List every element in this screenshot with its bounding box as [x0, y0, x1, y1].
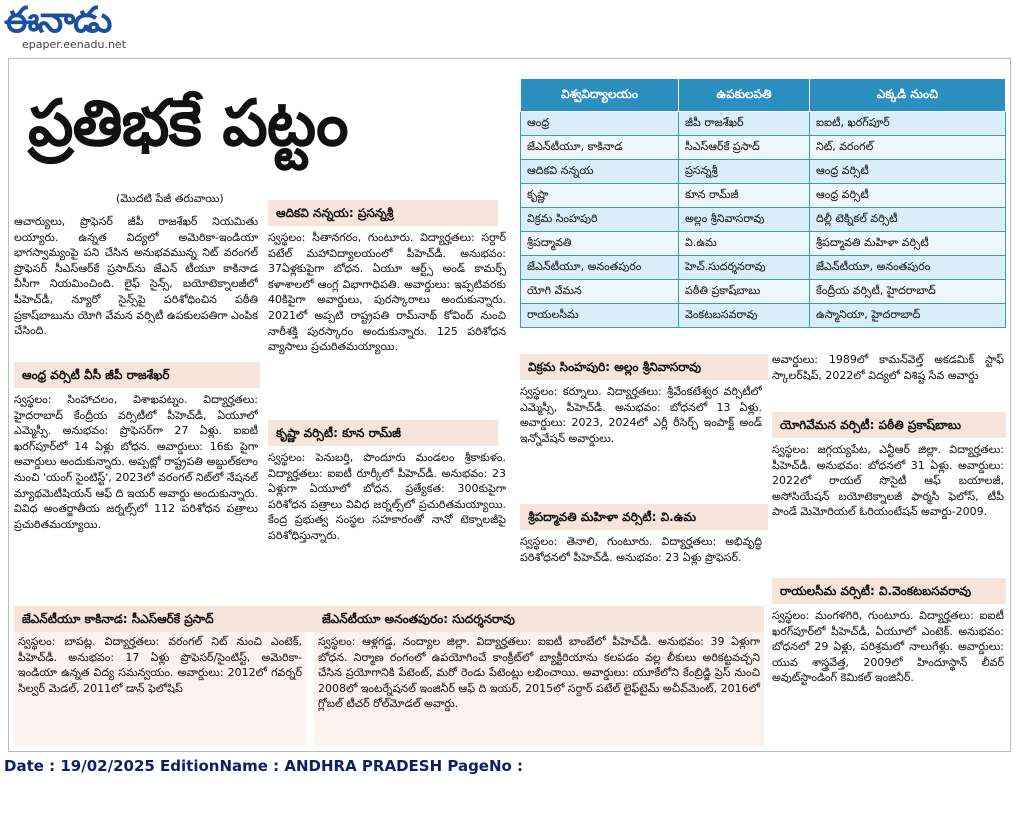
- section-krishna-text: స్వస్థలం: పెనుబర్తి, పొందూరు మండలం శ్రీకాకుళం. విద్యార్హతలు: ఐఐటీ రూర్కీలో పీహెచ్‌డీ. అనుభవం: 23 ఏళ్లుగా ఏయూలో బోధన. ప్రత్యేకత: 300కుపైగా పరిశోధన పత్రాలు వివిధ జర్నల్స్‌లో ప్రచురితమయ్యాయి. కేంద్ర ప్రభుత్వ సంస్థల సహకారంతో నానో టెక్నాలజీపై పరిశోధిస్తున్నారు.: [268, 451, 506, 542]
- table-cell: ప్రసన్నశ్రీ: [679, 160, 810, 184]
- table-cell: శ్రీపద్మావతి: [521, 232, 679, 256]
- table-cell: ఆదికవి నన్నయ: [521, 160, 679, 184]
- vc-header-university: విశ్వవిద్యాలయం: [521, 79, 679, 112]
- table-cell: జేఎన్‌టీయూ, కాకినాడ: [521, 136, 679, 160]
- section-right-top-text: అవార్డులు: 1989లో కామన్‌వెల్త్ అకడమిక్ స్టాఫ్ స్కాలర్‌షిప్, 2022లో విద్యలో విశిష్ట సేవ అవార్డు: [772, 353, 1004, 382]
- table-row: [521, 160, 1006, 184]
- section-title-krishna: కృష్ణా వర్సిటీ: కూన రామ్‌జీ: [268, 420, 498, 446]
- table-row: [521, 136, 1006, 160]
- epaper-url: epaper.eenadu.net: [22, 38, 127, 51]
- table-row: [521, 304, 1006, 328]
- section-nannaya-text: స్వస్థలం: సీతానగరం, గుంటూరు. విద్యార్హతలు: సర్దార్ పటేల్ మహావిద్యాలయంలో పీహెచ్‌డీ. అనుభవం: 37ఏళ్లకుపైగా బోధన. ఏయూ ఆర్ట్స్ అండ్ కామర్స్ కళాశాలలో ఆంగ్ల విభాగాధిపతి. అవార్డులు: ఇప్పటివరకు 40కిపైగా అవార్డులు, పురస్కారాలు అందుకున్నారు. 2021లో అప్పటి రాష్ట్రపతి రామ్‌నాథ్ కోవింద్ నుంచి నారీశక్తి పురస్కారం అందుకున్నారు. 125 పరిశోధన వ్యాసాలు ప్రచురితమయ్యాయి.: [268, 231, 506, 354]
- section-andhra-text: స్వస్థలం: సింహాచలం, విశాఖపట్నం. విద్యార్హతలు: హైదరాబాద్ కేంద్రీయ వర్సిటీలో పీహెచ్‌డీ, ఏయూలో ఎమ్మెస్సీ. అనుభవం: ప్రొఫెసర్‌గా 27 ఏళ్లు. ఐఐటీ ఖరగ్‌పూర్‌లో 14 ఏళ్లు బోధన. అవార్డులు: 16కు పైగా అవార్డులు అందుకున్నారు. అప్పట్లో రాష్ట్రపతి అబ్దుల్‌కలాం నుంచి 'యంగ్ సైంటిస్ట్', 2023లో వరంగల్ నిట్‌లో నేషనల్ మ్యాథమెటీషియన్ ఆఫ్ ది ఇయర్ అవార్డు అందుకున్నారు. వివిధ అంతర్జాతీయ జర్నల్స్‌లో 112 పరిశోధన పత్రాలు ప్రచురితమయ్యాయి.: [14, 393, 258, 531]
- table-row: [521, 232, 1006, 256]
- vc-table: [520, 78, 1006, 328]
- table-cell: జేఎన్‌టీయూ, అనంతపురం: [810, 256, 1006, 280]
- table-cell: కేంద్రీయ వర్సిటీ, హైదరాబాద్: [810, 280, 1006, 304]
- section-title-yogivemana: యోగివేమన వర్సిటీ: పఠీతి ప్రకాష్‌బాబు: [772, 412, 1006, 438]
- section-vikrama: [520, 384, 762, 496]
- section-kakinada: [14, 632, 306, 746]
- table-cell: జీపీ రాజశేఖర్: [679, 112, 810, 136]
- table-cell: దిల్లీ టెక్నికల్ వర్సిటీ: [810, 208, 1006, 232]
- table-cell: వెంకటబసవరావు: [679, 304, 810, 328]
- table-cell: ఉస్మానియా, హైదరాబాద్: [810, 304, 1006, 328]
- table-row: [521, 208, 1006, 232]
- table-cell: హెచ్.సుదర్శనరావు: [679, 256, 810, 280]
- table-cell: ఆంధ్ర వర్సిటీ: [810, 160, 1006, 184]
- section-title-padmavathi: శ్రీపద్మావతి మహిళా వర్సిటీ: వి.ఉమ: [520, 504, 768, 530]
- headline: ప్రతిభకే పట్టం: [28, 87, 348, 161]
- table-cell: శ్రీపద్మావతి మహిళా వర్సిటీ: [810, 232, 1006, 256]
- table-cell: విక్రమ సింహపురి: [521, 208, 679, 232]
- section-title-nannaya: ఆదికవి నన్నయ: ప్రసన్నశ్రీ: [268, 200, 498, 226]
- table-row: [521, 280, 1006, 304]
- section-yogivemana-text: స్వస్థలం: జగ్గయ్యపేట, ఎన్టీఆర్ జిల్లా. విద్యార్హతలు: పీహెచ్‌డీ. అనుభవం: బోధనలో 31 ఏళ్లు. అవార్డులు: 2022లో రాయల్ సొసైటీ ఆఫ్ బయాలజీ, అసోసియేషన్ బయోటెక్నాలజీ ఫార్మసీ ఫెలోస్, టీపీ పాండే మెమోరియల్ ఓరియంటేషన్ అవార్డు-2009.: [772, 443, 1004, 519]
- table-cell: పఠీతి ప్రకాష్‌బాబు: [679, 280, 810, 304]
- intro-text: ఆచార్యులు, ప్రొఫెసర్ జీపీ రాజశేఖర్ నియమితు లయ్యారు. ఉన్నత విద్యలో అమెరికా-ఇండియా భాగస్వామ్యంపై పని చేసిన అనుభవమున్న నిట్ వరంగల్ ప్రొఫెసర్ సీఎస్ఆర్‌కే ప్రసాద్‌ను జేఎన్ టీయూ కాకినాడ వీసీగా నియమించింది. లైఫ్ సైన్స్, బయోటెక్నాలజీలో పీహెచ్‌డీ, న్యూరో సైన్స్‌పై పరిశోధించిన పఠీతి ప్రకాష్‌బాబును యోగి వేమన వర్సిటీ ఉపకులపతిగా ఎంపిక చేసింది.: [14, 215, 258, 338]
- vc-header-from: ఎక్కడి నుంచి: [810, 79, 1006, 112]
- section-title-rayalaseema: రాయలసీమ వర్సిటీ: వి.వెంకటబసవరావు: [772, 578, 1006, 604]
- section-title-kakinada: జేఎన్‌టీయూ కాకినాడ: సీఎస్ఆర్‌కే ప్రసాద్: [14, 606, 320, 632]
- section-right-top: [772, 352, 1004, 408]
- section-krishna: [268, 450, 506, 600]
- section-title-anantapur: జేఎన్‌టీయూ అనంతపురం: సుదర్శనరావు: [314, 606, 764, 632]
- section-anantapur: [314, 632, 764, 746]
- table-cell: రాయలసీమ: [521, 304, 679, 328]
- section-andhra: [14, 392, 258, 600]
- section-rayalaseema: [772, 608, 1004, 746]
- section-title-andhra: ఆంధ్ర వర్సిటీ వీసీ జీపీ రాజశేఖర్: [14, 362, 260, 388]
- section-vikrama-text: స్వస్థలం: కర్నూలు. విద్యార్హతలు: శ్రీవేంకటేశ్వర వర్సిటీలో ఎమ్మెస్సీ, పీహెచ్‌డీ. అనుభవం: బోధనలో 13 ఏళ్లు. అవార్డులు: 2023, 2024లో ఎర్లీ రీసెర్చ్ ఇంపాక్ట్ అండ్ ఇన్నోవేషన్ అవార్డులు.: [520, 385, 762, 445]
- table-cell: యోగి వేమన: [521, 280, 679, 304]
- table-row: [521, 184, 1006, 208]
- table-cell: ఐఐటీ, ఖరగ్‌పూర్: [810, 112, 1006, 136]
- table-cell: అల్లం శ్రీనివాసరావు: [679, 208, 810, 232]
- table-row: [521, 256, 1006, 280]
- section-rayalaseema-text: స్వస్థలం: మంగళగిరి, గుంటూరు. విద్యార్హతలు: ఐఐటీ ఖరగ్‌పూర్‌లో పీహెచ్‌డీ, ఏయూలో ఎంటెక్. అనుభవం: బోధనలో 29 ఏళ్లు, పరిశ్రమలో నాలుగేళ్లు. అవార్డులు: యువ శాస్త్రవేత్త, 2009లో హిందూస్థాన్ లీవర్ అవుట్‌స్టాండింగ్ కెమికల్ ఇంజినీర్.: [772, 609, 1004, 685]
- table-cell: కృష్ణా: [521, 184, 679, 208]
- eenadu-logo: ఈనాడు: [4, 0, 111, 41]
- table-cell: ఆంధ్ర: [521, 112, 679, 136]
- section-nannaya: [268, 230, 506, 410]
- section-kakinada-text: స్వస్థలం: బాపట్ల. విద్యార్హతలు: వరంగల్ నిట్ నుంచి ఎంటెక్, పీహెచ్‌డీ. అనుభవం: 17 ఏళ్లు ప్రొఫెసర్/సైంటిస్ట్‌, అమెరికా-ఇండియా ఉన్నత విద్య సమన్వయం. అవార్డులు: 2012లో గవర్నర్ సిల్వర్ మెడల్, 2011లో డాన్ ఫెలోషిప్: [18, 635, 302, 695]
- intro-column: [14, 214, 258, 357]
- section-title-vikrama: విక్రమ సింహపురి: అల్లం శ్రీనివాసరావు: [520, 354, 768, 380]
- table-cell: వి.ఉమ: [679, 232, 810, 256]
- table-cell: సీఎస్ఆర్‌కే ప్రసాద్: [679, 136, 810, 160]
- continuation-note: (మొదటి పేజీ తరువాయి): [116, 192, 224, 205]
- section-yogivemana: [772, 442, 1004, 570]
- section-anantapur-text: స్వస్థలం: ఆళ్లగడ్డ, నంద్యాల జిల్లా. విద్యార్హతలు: ఐఐటీ బాంబేలో పీహెచ్‌డీ. అనుభవం: 39 ఏళ్లుగా బోధన. నిర్మాణ రంగంలో ఉపయోగించే కాంక్రీట్‌లో బ్యాక్టీరియాను కలపడం వల్ల లీకులు అరికట్టవచ్చని చేసిన ప్రయోగానికి పేటెంట్, మరో రెండు పేటెంట్లు లభించాయి. అవార్డులు: యూకేలోని కేంబ్రిడ్జి ప్రెస్ నుంచి 2008లో ఇంటర్నేషనల్ ఇంజినీర్ ఆఫ్ ది ఇయర్, 2015లో సర్దార్ పటేల్ లైఫ్‌టైమ్ అచీవ్‌మెంట్, 2016లో గ్లోబల్ టీచర్ రోల్‌మోడల్ అవార్డు.: [318, 635, 760, 711]
- table-cell: కూన రామ్‌జీ: [679, 184, 810, 208]
- table-cell: నిట్, వరంగల్: [810, 136, 1006, 160]
- section-padmavathi-text: స్వస్థలం: తెనాలి, గుంటూరు. విద్యార్హతలు: అభివృద్ధి పరిశోధనలో పీహెచ్‌డీ. అనుభవం: 23 ఏళ్లు ప్రొఫెసర్.: [520, 535, 762, 564]
- edition-footer: Date : 19/02/2025 EditionName : ANDHRA PRADESH PageNo :: [4, 757, 524, 775]
- vc-table-header-row: [521, 79, 1006, 112]
- section-padmavathi: [520, 534, 762, 600]
- table-cell: ఆంధ్ర వర్సిటీ: [810, 184, 1006, 208]
- table-cell: జేఎన్‌టీయూ, అనంతపురం: [521, 256, 679, 280]
- table-row: [521, 112, 1006, 136]
- vc-header-vc: ఉపకులపతి: [679, 79, 810, 112]
